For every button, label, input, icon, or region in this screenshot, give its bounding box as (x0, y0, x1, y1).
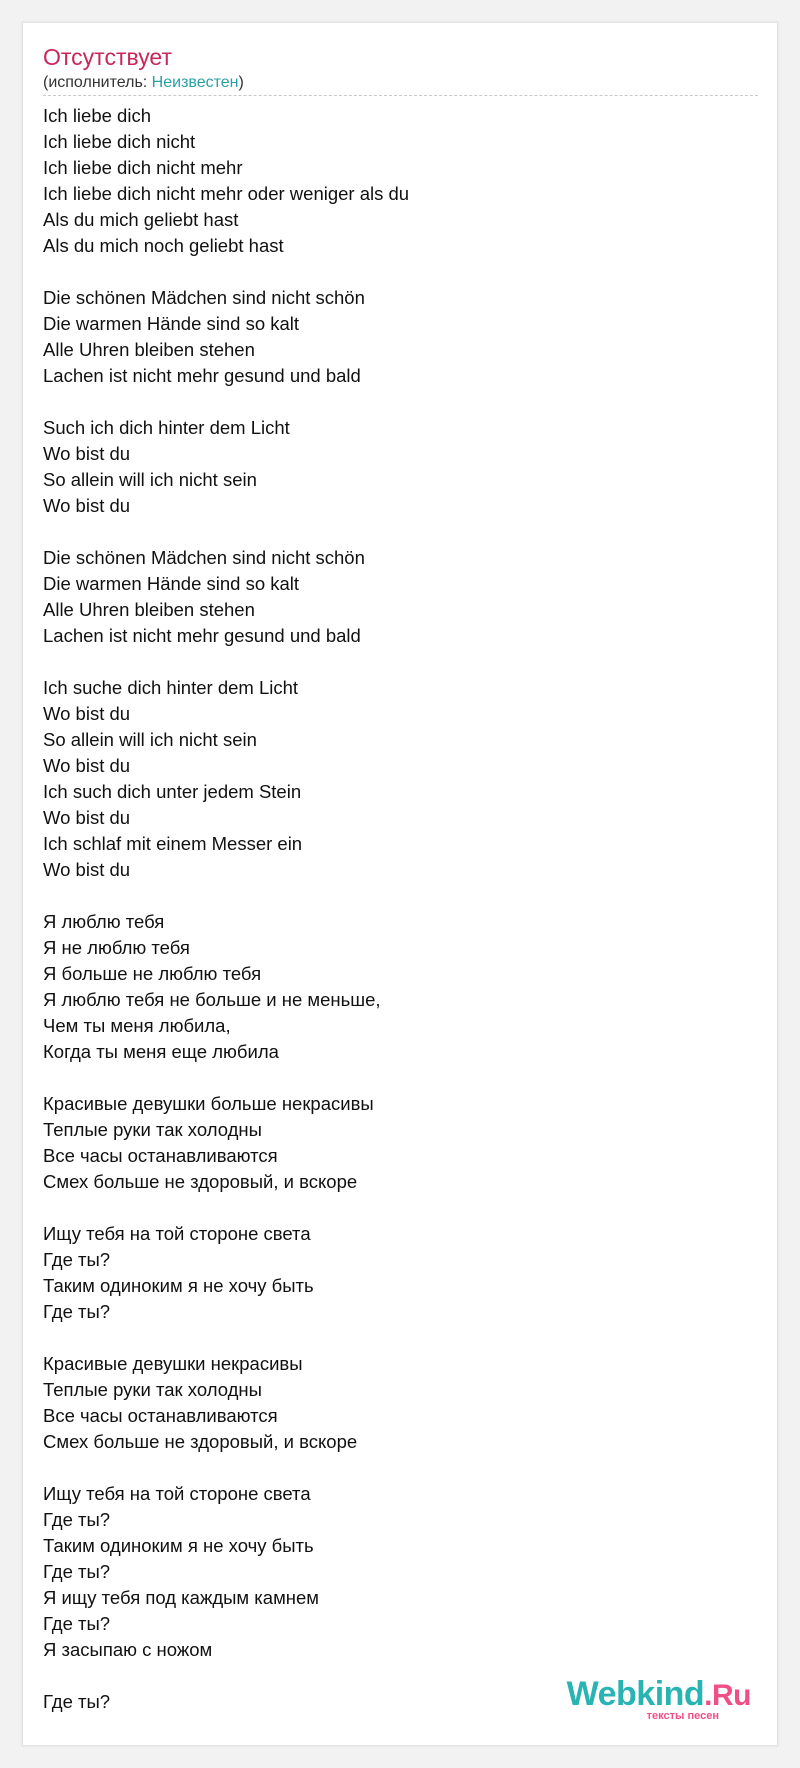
lyrics-line: Я люблю тебя (43, 911, 165, 932)
lyrics-line: Ich suche dich hinter dem Licht (43, 677, 299, 698)
lyrics-line: Я не люблю тебя (43, 937, 190, 958)
lyrics-line: Я люблю тебя не больше и не меньше, (43, 989, 381, 1010)
lyrics-line: Ich schlaf mit einem Messer ein (43, 833, 303, 854)
lyrics-line: Die warmen Hände sind so kalt (43, 313, 300, 334)
lyrics-line: Wo bist du (43, 807, 131, 828)
lyrics-line: Die schönen Mädchen sind nicht schön (43, 287, 365, 308)
lyrics-line: Wo bist du (43, 495, 131, 516)
lyrics-line: Я ищу тебя под каждым камнем (43, 1587, 320, 1608)
lyrics-stanza (43, 1221, 743, 1325)
lyrics-line: So allein will ich nicht sein (43, 469, 257, 490)
lyrics-line: Красивые девушки некрасивы (43, 1353, 303, 1374)
artist-prefix: (исполнитель: (43, 74, 152, 91)
lyrics-line: Wo bist du (43, 859, 131, 880)
song-title: Отсутствует (43, 44, 172, 70)
lyrics-line: Смех больше не здоровый, и вскоре (43, 1171, 358, 1192)
lyrics-stanza (43, 1481, 743, 1663)
lyrics-stanza (43, 103, 743, 259)
lyrics-line: Ich liebe dich nicht (43, 131, 196, 152)
lyrics-stanza (43, 909, 743, 1065)
lyrics-line: Где ты? (43, 1561, 111, 1582)
lyrics-line: Где ты? (43, 1301, 111, 1322)
lyrics-line: Таким одиноким я не хочу быть (43, 1275, 314, 1296)
lyrics-line: Ich liebe dich (43, 105, 151, 126)
lyrics-line: Таким одиноким я не хочу быть (43, 1535, 314, 1556)
lyrics-line: Ich liebe dich nicht mehr (43, 157, 243, 178)
logo-domain-text: .Ru (704, 1679, 751, 1712)
logo-tagline: тексты песен (646, 1710, 719, 1722)
lyrics-text (43, 103, 743, 1715)
lyrics-line: Die warmen Hände sind so kalt (43, 573, 300, 594)
lyrics-line: Wo bist du (43, 443, 131, 464)
webkind-logo[interactable] (551, 1675, 751, 1725)
lyrics-line: Чем ты меня любила, (43, 1015, 231, 1036)
lyrics-line: Я засыпаю с ножом (43, 1639, 213, 1660)
lyrics-line: Где ты? (43, 1613, 111, 1634)
lyrics-line: Все часы останавливаются (43, 1405, 278, 1426)
artist-suffix: ) (238, 74, 244, 91)
lyrics-line: Ich such dich unter jedem Stein (43, 781, 302, 802)
artist-line (43, 73, 244, 93)
lyrics-line: Such ich dich hinter dem Licht (43, 417, 290, 438)
lyrics-line: Где ты? (43, 1691, 111, 1712)
lyrics-line: Все часы останавливаются (43, 1145, 278, 1166)
artist-link[interactable]: Неизвестен (151, 74, 239, 91)
lyrics-line: Ищу тебя на той стороне света (43, 1483, 311, 1504)
lyrics-line: Смех больше не здоровый, и вскоре (43, 1431, 358, 1452)
lyrics-stanza (43, 1351, 743, 1455)
lyrics-line: Lachen ist nicht mehr gesund und bald (43, 625, 361, 646)
lyrics-line: Lachen ist nicht mehr gesund und bald (43, 365, 361, 386)
lyrics-line: Когда ты меня еще любила (43, 1041, 279, 1062)
lyrics-line: Alle Uhren bleiben stehen (43, 599, 255, 620)
lyrics-line: Ищу тебя на той стороне света (43, 1223, 311, 1244)
lyrics-line: So allein will ich nicht sein (43, 729, 257, 750)
lyrics-line: Теплые руки так холодны (43, 1379, 262, 1400)
lyrics-stanza (43, 285, 743, 389)
lyrics-line: Ich liebe dich nicht mehr oder weniger als du (43, 183, 410, 204)
header-divider (43, 95, 758, 96)
lyrics-stanza (43, 675, 743, 883)
lyrics-line: Я больше не люблю тебя (43, 963, 262, 984)
lyrics-line: Als du mich geliebt hast (43, 209, 239, 230)
lyrics-line: Теплые руки так холодны (43, 1119, 262, 1140)
lyrics-line: Где ты? (43, 1249, 111, 1270)
lyrics-line: Die schönen Mädchen sind nicht schön (43, 547, 365, 568)
lyrics-line: Als du mich noch geliebt hast (43, 235, 284, 256)
lyrics-line: Alle Uhren bleiben stehen (43, 339, 255, 360)
lyrics-line: Wo bist du (43, 703, 131, 724)
lyrics-line: Где ты? (43, 1509, 111, 1530)
lyrics-stanza (43, 415, 743, 519)
lyrics-line: Wo bist du (43, 755, 131, 776)
lyrics-card (22, 22, 778, 1746)
lyrics-line: Красивые девушки больше некрасивы (43, 1093, 374, 1114)
lyrics-stanza (43, 545, 743, 649)
logo-wordmark (567, 1675, 751, 1715)
lyrics-stanza (43, 1091, 743, 1195)
logo-main-text: Webkind (566, 1675, 705, 1713)
